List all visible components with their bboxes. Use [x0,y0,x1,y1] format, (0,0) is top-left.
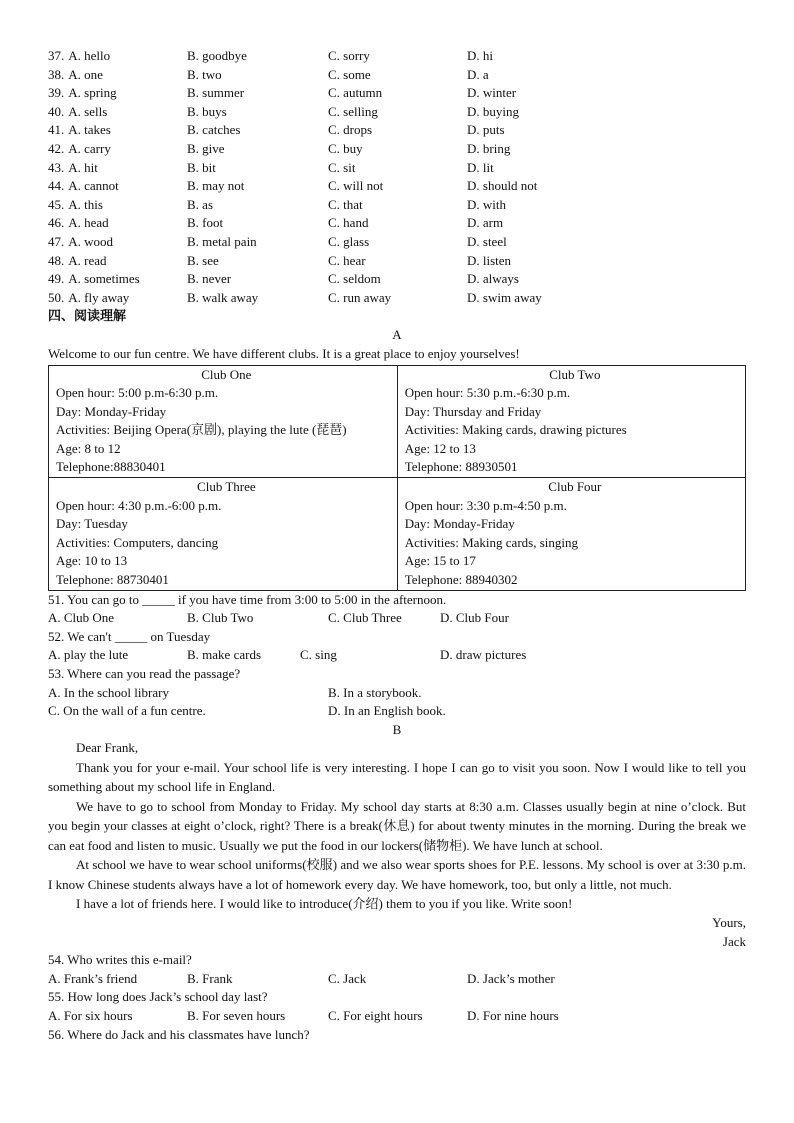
question-number: 37. [48,48,65,63]
cloze-option-row [48,196,746,215]
option-c: C. that [328,196,363,212]
option-text: A. spring [68,85,117,101]
question-number: 43. [48,159,65,175]
option-c: C. sorry [328,48,370,63]
option-a [48,177,119,196]
option-c: C. autumn [328,85,383,101]
question-number: 46. [48,215,65,231]
option-d: D. steel [467,233,507,249]
question-options [48,646,746,665]
option-d: D. always [467,271,519,287]
option-text: A. hit [68,159,98,175]
question-stem: 56. Where do Jack and his classmates have lunch? [48,1026,310,1042]
option-a [48,159,98,178]
option-a [48,270,140,289]
option-text: A. takes [68,122,111,138]
question-options [48,702,746,721]
letter-greeting: Dear Frank, [76,740,139,756]
option-d: D. listen [467,252,512,268]
question-number: 41. [48,122,65,138]
letter-closing: Yours, [712,914,746,930]
club-age: Age: 15 to 17 [404,553,476,569]
question-stem: 53. Where can you read the passage? [48,666,241,681]
club-activities: Activities: Computers, dancing [56,534,219,550]
letter-paragraph: We have to go to school from Monday to Friday. My school day starts at 8:30 a.m. Classes usually begin at nine o’clock. But you begin your classes at eight o’clock, right? There is a break(休息) for about twenty minutes in the morning. During the break we can eat food and listen to music. Usually we put the food in our lockers(储物柜). We have lunch at school. [48,798,746,853]
cloze-option-row [48,252,746,271]
option-d: D. lit [467,159,494,175]
option-a [48,84,117,103]
option-a: A. play the lute [48,647,129,663]
option-b: B. may not [187,178,245,194]
option-a [48,214,109,233]
cloze-option-row [48,140,746,159]
cloze-option-row [48,233,746,252]
letter-paragraph: I have a lot of friends here. I would like to introduce(介绍) them to you if you like. Write soon! [76,896,573,912]
question-stem: 54. Who writes this e-mail? [48,952,192,968]
option-c: C. hear [328,252,366,268]
club-activities: Activities: Making cards, drawing pictures [404,422,627,438]
letter-paragraph: At school we have to wear school uniforms(校服) and we also wear sports shoes for P.E. lessons. My school is over at 3:30 p.m. I know Chinese students always have a lot of homework every day. We have homework, too, but only a little, not much. [48,857,746,892]
option-b: B. goodbye [187,48,247,63]
option-d: D. In an English book. [328,703,446,719]
question-number: 50. [48,289,65,305]
option-d: D. should not [467,178,538,194]
option-d: D. For nine hours [467,1007,559,1023]
option-b: B. bit [187,159,216,175]
option-b: B. Frank [187,970,233,986]
option-d: D. swim away [467,289,542,305]
club-day: Day: Thursday and Friday [404,403,542,419]
option-a [48,196,103,215]
question-number: 39. [48,85,65,101]
club-activities: Activities: Beijing Opera(京剧), playing the lute (琵琶) [56,422,347,438]
cloze-option-row [48,159,746,178]
option-c: C. On the wall of a fun centre. [48,703,206,719]
option-c: C. seldom [328,271,381,287]
cloze-option-row [48,289,746,308]
question-number: 47. [48,233,65,249]
club-hours: Open hour: 5:00 p.m-6:30 p.m. [56,385,219,401]
club-phone: Telephone: 88730401 [56,572,169,588]
question-options [48,609,746,628]
club-name: Club One [201,366,252,382]
cloze-options-list [48,47,746,307]
option-text: A. fly away [68,289,130,305]
club-hours: Open hour: 4:30 p.m.-6:00 p.m. [56,497,222,513]
club-day: Day: Monday-Friday [404,516,515,532]
option-a: A. For six hours [48,1007,133,1023]
option-text: A. carry [68,140,111,156]
cloze-option-row [48,214,746,233]
option-d: D. Jack’s mother [467,970,555,986]
question-options [48,970,746,989]
option-a [48,233,113,252]
option-d: D. draw pictures [440,647,527,663]
option-b: B. For seven hours [187,1007,286,1023]
option-a [48,103,107,122]
option-d: D. with [467,196,506,212]
option-c: C. glass [328,233,370,249]
option-c: C. selling [328,103,378,119]
question-stem: 55. How long does Jack’s school day last? [48,989,268,1005]
option-c: C. For eight hours [328,1007,423,1023]
club-cell [49,365,398,478]
option-a [48,66,103,85]
option-c: C. Club Three [328,610,402,626]
cloze-option-row [48,66,746,85]
cloze-option-row [48,177,746,196]
option-c: C. sing [300,647,337,663]
option-c: C. Jack [328,970,367,986]
option-d: D. bring [467,140,511,156]
option-b: B. never [187,271,232,287]
club-day: Day: Tuesday [56,516,128,532]
option-text: A. sells [68,103,108,119]
option-c: C. run away [328,289,392,305]
option-b: B. make cards [187,647,262,663]
option-b: B. as [187,196,213,212]
option-c: C. drops [328,122,373,138]
club-phone: Telephone:88830401 [56,459,166,475]
option-b: B. walk away [187,289,259,305]
cloze-option-row [48,84,746,103]
option-d: D. a [467,66,489,82]
option-b: B. Club Two [187,610,254,626]
option-c: C. some [328,66,371,82]
section-title: 四、阅读理解 [48,309,127,325]
option-c: C. will not [328,178,384,194]
option-text: A. read [68,252,107,268]
exam-page [48,47,746,1044]
club-age: Age: 12 to 13 [404,440,476,456]
option-b: B. buys [187,103,227,119]
option-text: A. hello [68,48,111,63]
passage-b-label: B [392,721,402,737]
club-age: Age: 10 to 13 [56,553,128,569]
question-number: 49. [48,271,65,287]
option-d: D. arm [467,215,504,231]
option-d: D. hi [467,48,493,63]
passage-a-label: A [392,327,402,343]
cloze-option-row [48,270,746,289]
question-options [48,684,746,703]
option-a [48,289,129,308]
option-c: C. sit [328,159,356,175]
option-c: C. hand [328,215,369,231]
letter-signature: Jack [722,933,746,949]
option-a [48,140,111,159]
passage-a-intro: Welcome to our fun centre. We have different clubs. It is a great place to enjoy yourselves! [48,345,520,361]
option-a [48,121,111,140]
club-name: Club Four [548,479,602,495]
cloze-option-row [48,121,746,140]
option-b: B. foot [187,215,224,231]
clubs-table [48,365,746,591]
club-hours: Open hour: 5:30 p.m.-6:30 p.m. [404,385,571,401]
option-text: A. cannot [68,178,119,194]
option-b: B. catches [187,122,241,138]
club-name: Club Two [549,366,601,382]
option-b: B. metal pain [187,233,257,249]
question-number: 42. [48,140,65,156]
question-stem: 51. You can go to _____ if you have time from 3:00 to 5:00 in the afternoon. [48,591,447,607]
question-number: 48. [48,252,65,268]
option-d: D. Club Four [440,610,509,626]
option-a: A. Club One [48,610,115,626]
option-b: B. In a storybook. [328,684,422,700]
club-age: Age: 8 to 12 [56,440,121,456]
cloze-option-row [48,47,746,66]
club-phone: Telephone: 88930501 [404,459,518,475]
option-b: B. summer [187,85,245,101]
option-text: A. sometimes [68,271,140,287]
question-number: 45. [48,196,65,212]
club-phone: Telephone: 88940302 [404,572,518,588]
question-number: 40. [48,103,65,119]
question-number: 38. [48,66,65,82]
option-a: A. Frank’s friend [48,970,138,986]
club-cell [397,478,745,591]
option-d: D. puts [467,122,505,138]
cloze-option-row [48,103,746,122]
club-hours: Open hour: 3:30 p.m-4:50 p.m. [404,497,567,513]
option-a [48,252,107,271]
option-a [48,47,110,66]
club-name: Club Three [197,479,256,495]
option-text: A. this [68,196,103,212]
question-stem: 52. We can't _____ on Tuesday [48,628,211,644]
letter-paragraph: Thank you for your e-mail. Your school life is very interesting. I hope I can go to visit you soon. Now I would like to tell you something about my school life in England. [48,759,746,795]
option-d: D. buying [467,103,519,119]
option-text: A. head [68,215,109,231]
question-options [48,1007,746,1026]
option-a: A. In the school library [48,684,169,700]
option-b: B. two [187,66,222,82]
option-b: B. see [187,252,219,268]
option-text: A. wood [68,233,114,249]
question-number: 44. [48,178,65,194]
option-b: B. give [187,140,225,156]
option-c: C. buy [328,140,363,156]
option-text: A. one [68,66,103,82]
club-cell [49,478,398,591]
club-day: Day: Monday-Friday [56,403,167,419]
club-activities: Activities: Making cards, singing [404,534,578,550]
option-d: D. winter [467,85,517,101]
club-cell [397,365,745,478]
